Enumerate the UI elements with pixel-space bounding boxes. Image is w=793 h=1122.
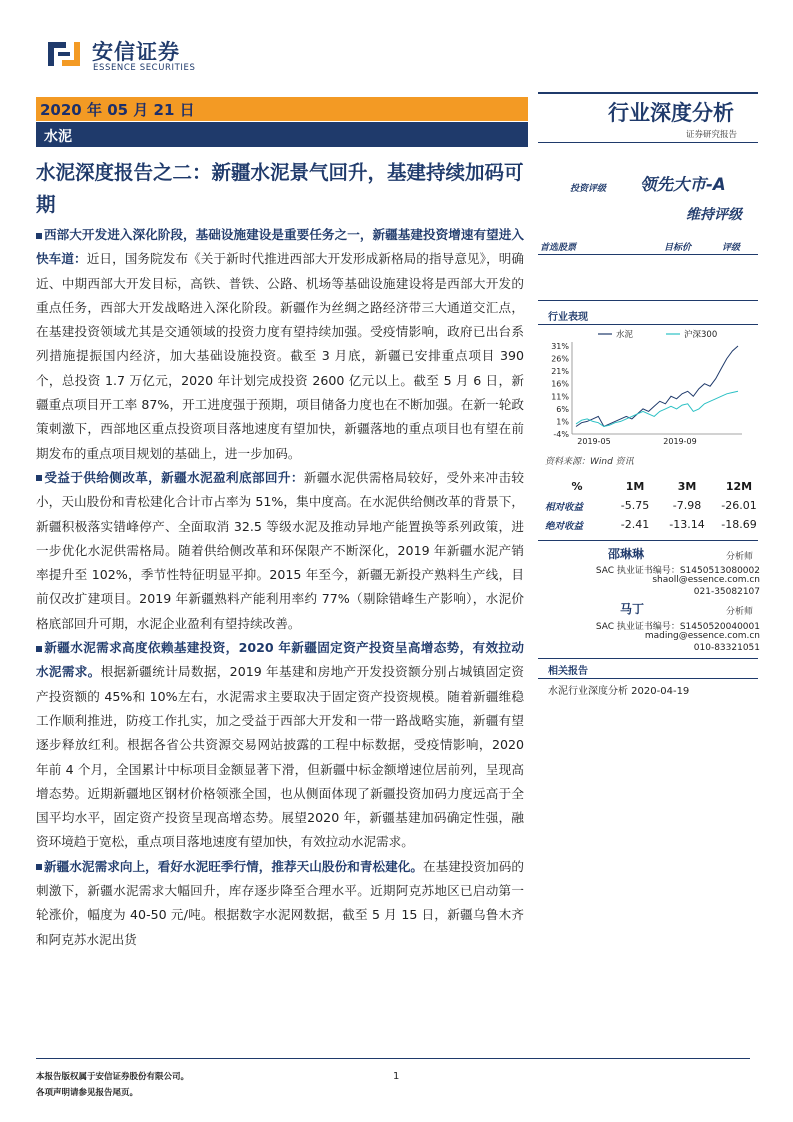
logo-name-cn: 安信证券 (92, 40, 180, 64)
y-tick-label: 16% (551, 379, 569, 389)
analyst-phone: 010-83321051 (693, 643, 760, 653)
perf-col-header: 1M (625, 480, 645, 493)
divider (538, 540, 758, 541)
sector-label: 水泥 (44, 129, 72, 145)
analyst-phone: 021-35082107 (693, 587, 760, 597)
report-type: 行业深度分析 (608, 101, 734, 125)
analyst-role: 分析师 (726, 552, 754, 562)
paragraph-lead: 西部大开发进入深化阶段，基础设施建设是重要任务之一，新疆基建投资增速有望进入快车道： (36, 227, 524, 267)
chart-source: 资料来源：Wind 资讯 (545, 457, 634, 467)
y-tick-label: -4% (553, 430, 569, 439)
perf-cell: -13.14 (669, 518, 705, 531)
analyst-name: 邵琳琳 (608, 547, 645, 561)
report-date: 2020 年 05 月 21 日 (40, 101, 195, 119)
table-row (545, 515, 765, 534)
perf-cell: -5.75 (620, 499, 650, 512)
divider (538, 254, 758, 255)
divider (538, 658, 758, 659)
legend-label: 水泥 (616, 330, 634, 340)
paragraph-lead: 新疆水泥需求向上，看好水泥旺季行情，推荐天山股份和青松建化。 (44, 858, 423, 874)
perf-row-label: 绝对收益 (545, 520, 584, 532)
series-line-hs300 (576, 391, 738, 426)
analyst-role: 分析师 (726, 607, 754, 617)
bullet-square-icon (36, 646, 42, 652)
related-reports-title: 相关报告 (548, 666, 588, 677)
divider (538, 324, 758, 325)
analyst-email: shaoll@essence.com.cn (652, 575, 760, 585)
report-body (36, 223, 524, 952)
x-tick-label: 2019-05 (577, 437, 611, 446)
related-report-link[interactable]: 水泥行业深度分析 2020-04-19 (548, 686, 690, 697)
analyst-sac: SAC 执业证书编号：S1450520040001 (595, 622, 760, 632)
paragraph (36, 855, 524, 952)
y-tick-label: 26% (551, 354, 569, 364)
y-tick-label: 21% (551, 367, 569, 377)
essence-logo-icon (44, 34, 84, 74)
footer-rule (36, 1058, 750, 1059)
right-header-rule (538, 92, 758, 94)
selected-stocks-header: 首选股票 (540, 243, 577, 253)
stock-rating-header: 评级 (722, 243, 741, 253)
rating-keep: 维持评级 (686, 207, 742, 223)
perf-row-label: 相对收益 (545, 501, 584, 513)
paragraph-text: 新疆水泥供需格局较好，受外来冲击较小，天山股份和青松建化合计市占率为 51%，集中度高。在水泥供给侧改革的背景下，新疆积极落实错峰停产、全面取消 32.5 等级水泥及推动异地产能置换等系列政策，进一步优化水泥供需格局。随着供给侧改革和环保限产不断深化，2019 年新疆水泥产销率提升至 102%，季节性特征明显平抑。2015 年至今，新疆无新投产熟料生产线，目前仅改扩建项目。2019 年新疆熟料产能利用率约 77%（剔除错峰生产影响），水泥价格底部回升可期，水泥企业盈利有望持续改善。 (36, 469, 525, 631)
paragraph (36, 636, 524, 855)
perf-cell: -2.41 (620, 518, 650, 531)
logo-name-en: ESSENCE SECURITIES (93, 63, 196, 73)
perf-col-header: 3M (677, 480, 697, 493)
report-title: 水泥深度报告之二：新疆水泥景气回升，基建持续加码可期 (36, 161, 524, 216)
y-tick-label: 6% (556, 404, 569, 414)
sector-bar (36, 122, 528, 147)
paragraph-lead: 新疆水泥需求高度依赖基建投资，2020 年新疆固定资产投资呈高增态势，有效拉动水泥需求。 (36, 640, 524, 680)
perf-col-header: 12M (725, 480, 753, 493)
page-number: 1 (393, 1071, 400, 1082)
divider (538, 678, 758, 679)
legend-label: 沪深300 (684, 330, 718, 340)
analyst-name: 马丁 (620, 602, 645, 616)
rating-value: 领先大市-A (640, 175, 726, 194)
target-price-header: 目标价 (664, 243, 692, 253)
paragraph-lead: 受益于供给侧改革，新疆水泥盈利底部回升： (44, 469, 304, 485)
perf-col-header: % (571, 480, 583, 493)
y-tick-label: 31% (551, 342, 569, 351)
table-row (545, 496, 765, 515)
paragraph-text: 近日，国务院发布《关于新时代推进西部大开发形成新格局的指导意见》，明确近、中期西部大开发目标，高铁、普铁、公路、机场等基础设施建设将是西部大开发的重点任务，西部大开发战略进入深化阶段。新疆作为丝绸之路经济带三大通道交汇点，在基建投资领域尤其是交通领域的投资力度有望持续加强。受疫情影响，政府已出台系列措施提振国内经济，加大基础设施投资。截至 3 月底，新疆已安排重点项目 390 个，总投资 1.7 万亿元，2020 年计划完成投资 2600 亿元以上。截至 5 月 6 日，新疆重点项目开工率 87%，开工进度强于预期，项目储备力度也在不断加强。在新一轮政策刺激下，西部地区重点投资项目落地速度有望加快，新疆落地的重点项目也有望在前期发布的重点项目规划的基础上，进一步加码。 (36, 251, 525, 461)
right-header-rule-bottom (538, 142, 758, 143)
y-tick-label: 11% (551, 392, 569, 402)
industry-perf-title: 行业表现 (548, 312, 588, 323)
footer-disclaimer: 各项声明请参见报告尾页。 (36, 1088, 139, 1098)
bullet-square-icon (36, 233, 42, 239)
bullet-square-icon (36, 864, 42, 870)
paragraph-text: 根据新疆统计局数据，2019 年基建和房地产开发投资额分别占城镇固定资产投资额的 45%和 10%左右，水泥需求主要取决于固定资产投资规模。随着新疆维稳工作顺利推进，防疫工作扎实，加之受益于西部大开发和一带一路战略实施，新疆有望逐步释放红利。根据各省公共资源交易网站披露的工程中标数据，受疫情影响，2020 年前 4 个月，全国累计中标项目金额显著下滑，但新疆中标金额增速位居前列，呈现高增态势。近期新疆地区钢材价格领涨全国，也从侧面体现了新疆投资加码力度远高于全国平均水平，固定资产投资呈现高增态势。展望2020 年，新疆基建加码确定性强，融资环境趋于宽松，重点项目落地速度有望加快，有效拉动水泥需求。 (36, 664, 524, 850)
perf-cell: -26.01 (721, 499, 757, 512)
analyst-email: mading@essence.com.cn (644, 631, 760, 641)
y-tick-label: 1% (556, 417, 569, 427)
analyst-sac: SAC 执业证书编号：S1450513080002 (595, 566, 760, 576)
bullet-square-icon (36, 475, 42, 481)
paragraph (36, 466, 524, 636)
perf-cell: -18.69 (721, 518, 757, 531)
perf-cell: -7.98 (672, 499, 702, 512)
industry-perf-chart (540, 326, 750, 450)
paragraph (36, 223, 524, 466)
perf-table (545, 477, 765, 534)
perf-table-header (545, 477, 765, 496)
paragraph-text: 在基建投资加码的刺激下，新疆水泥需求大幅回升，库存逐步降至合理水平。近期阿克苏地区已启动第一轮涨价，幅度为 40-50 元/吨。根据数字水泥网数据，截至 5 月 15 日，新疆乌鲁木齐和阿克苏水泥出货 (36, 858, 525, 947)
x-tick-label: 2019-09 (663, 437, 697, 446)
footer-copyright: 本报告版权属于安信证券股份有限公司。 (36, 1072, 190, 1082)
report-subtype: 证券研究报告 (686, 130, 738, 140)
divider (538, 300, 758, 301)
rating-label: 投资评级 (570, 184, 607, 194)
